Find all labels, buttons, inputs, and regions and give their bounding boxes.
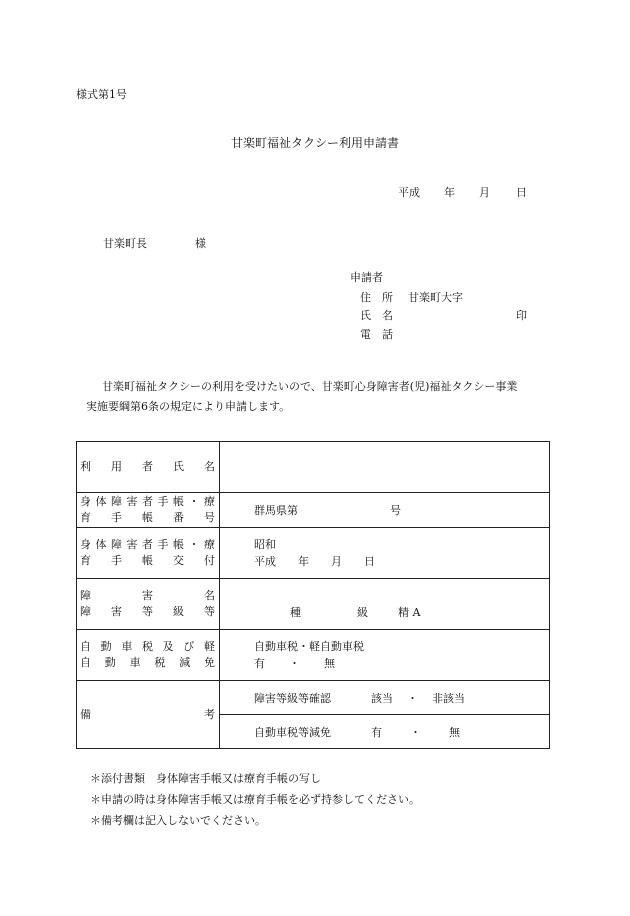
notebook-issue-field[interactable]: [220, 528, 550, 579]
body-line-2: 実施要綱第6条の規定により申請します。: [86, 400, 291, 413]
issue-era-heisei: 平成 年 月 日: [254, 555, 375, 568]
notebook-issue-label: 身 体 障 害 者 手 帳 ・ 療 育 手 帳 交 付: [77, 528, 220, 579]
issue-era-showa: 昭和: [254, 538, 276, 551]
disability-grade: 級: [357, 606, 368, 619]
disability-field[interactable]: [220, 579, 550, 630]
note-item: ＊申請の時は身体障害手帳又は療育手帳を必ず持参してください。: [90, 793, 420, 806]
form-number: 様式第1号: [76, 88, 127, 101]
applicant-name-row: [360, 307, 408, 323]
row-notebook-number: [77, 493, 550, 528]
date-year: 年: [444, 186, 455, 199]
document-title: 甘楽町福祉タクシー利用申請書: [230, 136, 399, 150]
date-era: 平成: [398, 186, 420, 199]
vehicle-tax-field[interactable]: [220, 630, 550, 681]
notebook-number-label: 身 体 障 害 者 手 帳 ・ 療 育 手 帳 番 号: [77, 493, 220, 528]
row-notebook-issue: [77, 528, 550, 579]
vehicle-tax-choice: 有 ・ 無: [254, 657, 335, 670]
vehicle-tax-label: 自 動 車 税 及 び 軽 自 動 車 税 減 免: [77, 630, 220, 681]
addressee-honorific: 様: [195, 237, 206, 250]
notes-list: [90, 768, 420, 831]
vehicle-tax-type: 自動車税・軽自動車税: [254, 640, 364, 653]
notebook-suffix: 号: [390, 504, 401, 517]
remarks-tax-exemption: 自動車税等減免 有 ・ 無: [220, 715, 550, 749]
phone-label: 電 話: [360, 328, 393, 341]
application-date: [398, 184, 527, 200]
addressee: [103, 235, 206, 251]
notebook-number-field[interactable]: [220, 493, 550, 528]
body-paragraph: [86, 377, 586, 417]
disability-label: 障 害 名 障 害 等 級 等: [77, 579, 220, 630]
disability-kind: 種: [290, 606, 301, 619]
note-item: ＊添付書類 身体障害手帳又は療育手帳の写し: [90, 772, 321, 785]
row-user-name: [77, 442, 550, 493]
notebook-prefix: 群馬県第: [254, 504, 298, 517]
name-label: 氏 名: [360, 309, 393, 322]
disability-mental: 精 A: [398, 606, 421, 619]
address-label: 住 所: [360, 291, 393, 304]
remarks-label: 備 考: [77, 681, 220, 749]
address-value[interactable]: 甘楽町大字: [408, 291, 463, 304]
remarks-grade-check: 障害等級等確認 該当 ・ 非該当: [220, 681, 550, 715]
user-name-label: 利 用 者 氏 名: [77, 442, 220, 493]
row-disability: [77, 579, 550, 630]
body-line-1: 甘楽町福祉タクシーの利用を受けたいので、甘楽町心身障害者(児)福祉タクシー事業: [102, 380, 518, 393]
seal-mark: 印: [516, 309, 527, 322]
applicant-phone-row: [360, 326, 408, 342]
applicant-label: 申請者: [350, 271, 383, 284]
row-remarks-1: [77, 681, 550, 715]
addressee-name: 甘楽町長: [103, 237, 147, 250]
application-table: [76, 441, 550, 749]
date-month: 月: [479, 186, 490, 199]
user-name-field[interactable]: [220, 442, 550, 493]
note-item: ＊備考欄は記入しないでください。: [90, 814, 266, 827]
row-vehicle-tax: [77, 630, 550, 681]
date-day: 日: [516, 186, 527, 199]
applicant-address-row: [360, 289, 463, 305]
